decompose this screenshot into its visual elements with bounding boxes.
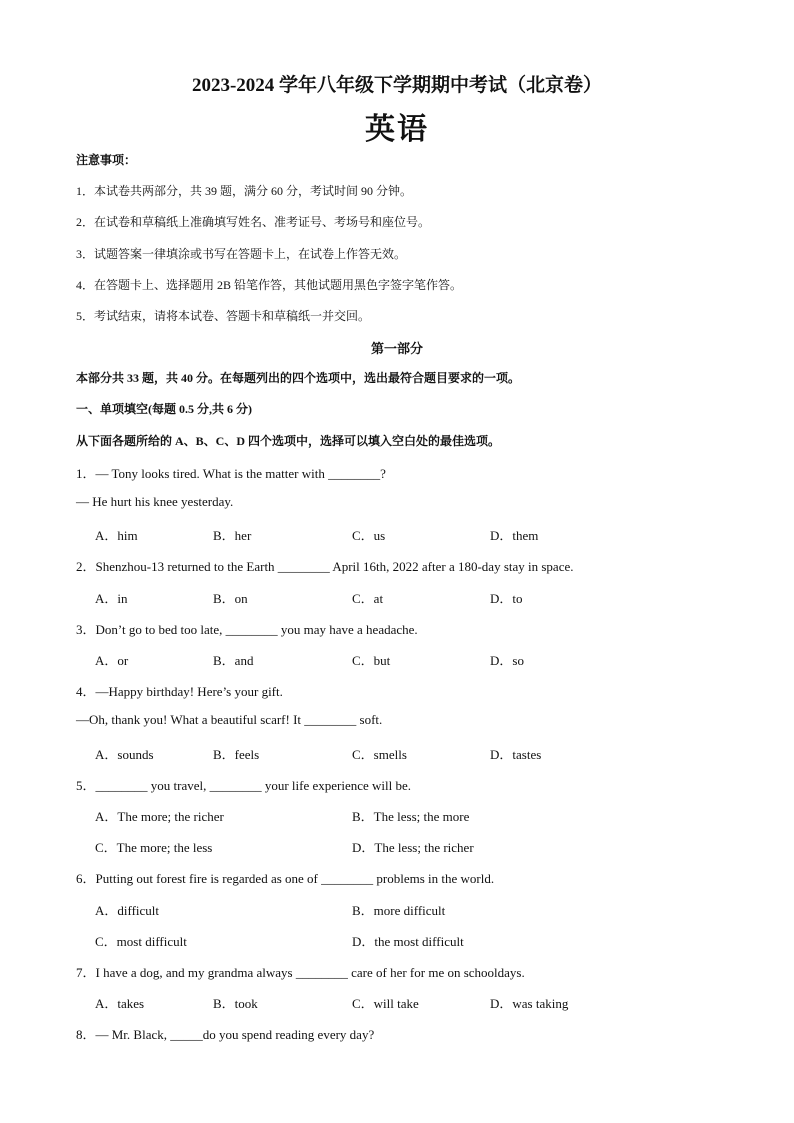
option-a: A．in — [95, 591, 128, 606]
question-stem: 3．Don’t go to bed too late, ________ you may have a headache. — [76, 622, 418, 637]
question-stem: —Oh, thank you! What a beautiful scarf! It ________ soft. — [76, 712, 383, 727]
part-intro: 本部分共 33 题，共 40 分。在每题列出的四个选项中，选出最符合题目要求的一项。 — [76, 371, 521, 385]
option-c: C．will take — [352, 996, 419, 1011]
option-b: B．feels — [213, 747, 260, 762]
note-item: 2．在试卷和草稿纸上准确填写姓名、准考证号、考场号和座位号。 — [76, 215, 431, 229]
option-d: D．was taking — [490, 996, 569, 1011]
option-d: D．so — [490, 653, 524, 668]
option-c: C．most difficult — [95, 934, 187, 949]
section-title: 一、单项填空(每题 0.5 分,共 6 分) — [76, 402, 252, 416]
option-b: B．more difficult — [352, 903, 446, 918]
option-a: A．The more; the richer — [95, 809, 224, 824]
option-c: C．us — [352, 528, 386, 543]
question-stem: 8．— Mr. Black, _____do you spend reading every day? — [76, 1027, 375, 1042]
question-stem: — He hurt his knee yesterday. — [76, 494, 234, 509]
option-c: C．smells — [352, 747, 407, 762]
section-instructions: 从下面各题所给的 A、B、C、D 四个选项中，选择可以填入空白处的最佳选项。 — [76, 434, 501, 448]
exam-title: 2023-2024 学年八年级下学期期中考试（北京卷） — [191, 75, 603, 96]
option-d: D．The less; the richer — [352, 840, 474, 855]
option-a: A．takes — [95, 996, 145, 1011]
option-d: D．them — [490, 528, 539, 543]
part-heading: 第一部分 — [370, 341, 423, 356]
option-c: C．The more; the less — [95, 840, 213, 855]
option-a: A．difficult — [95, 903, 160, 918]
question-stem: 1．— Tony looks tired. What is the matter with ________? — [76, 466, 386, 481]
option-a: A．sounds — [95, 747, 154, 762]
option-c: C．at — [352, 591, 384, 606]
option-b: B．took — [213, 996, 258, 1011]
subject-title: 英语 — [365, 112, 429, 147]
option-b: B．her — [213, 528, 252, 543]
option-c: C．but — [352, 653, 391, 668]
question-stem: 5．________ you travel, ________ your life experience will be. — [76, 778, 412, 793]
notes-heading: 注意事项： — [76, 153, 137, 167]
question-stem: 7．I have a dog, and my grandma always ________ care of her for me on schooldays. — [76, 965, 525, 980]
option-a: A．him — [95, 528, 138, 543]
note-item: 3．试题答案一律填涂或书写在答题卡上，在试卷上作答无效。 — [76, 247, 407, 261]
question-stem: 6．Putting out forest fire is regarded as one of ________ problems in the world. — [76, 871, 495, 886]
option-b: B．The less; the more — [352, 809, 470, 824]
question-stem: 4．—Happy birthday! Here’s your gift. — [76, 684, 283, 699]
question-stem: 2．Shenzhou-13 returned to the Earth ________ April 16th, 2022 after a 180-day stay in space. — [76, 559, 574, 574]
option-b: B．on — [213, 591, 248, 606]
option-a: A．or — [95, 653, 129, 668]
note-item: 1．本试卷共两部分，共 39 题，满分 60 分，考试时间 90 分钟。 — [76, 184, 413, 198]
option-d: D．tastes — [490, 747, 542, 762]
option-d: D．to — [490, 591, 523, 606]
note-item: 5．考试结束，请将本试卷、答题卡和草稿纸一并交回。 — [76, 309, 371, 323]
option-b: B．and — [213, 653, 254, 668]
note-item: 4．在答题卡上、选择题用 2B 铅笔作答，其他试题用黑色字签字笔作答。 — [76, 278, 463, 292]
option-d: D．the most difficult — [352, 934, 464, 949]
